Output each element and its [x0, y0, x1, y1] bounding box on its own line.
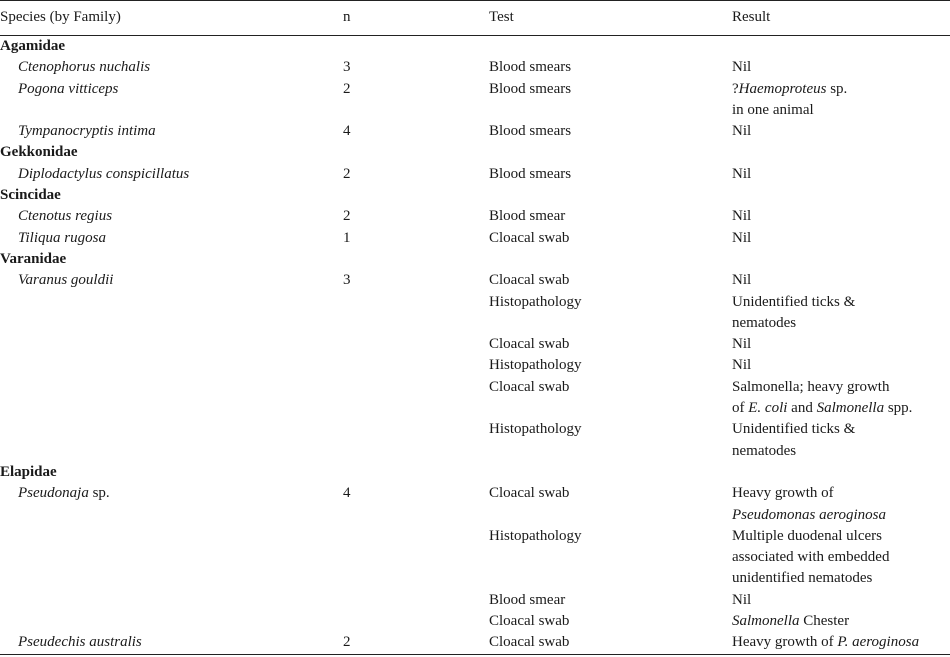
n-cell: 2 — [343, 634, 351, 651]
species-cell: Ctenophorus nuchalis — [18, 59, 151, 76]
family-row — [0, 185, 950, 206]
result-text: spp. — [884, 400, 913, 417]
result-text: unidentified nematodes — [732, 570, 873, 587]
result-cell — [732, 419, 950, 462]
result-cell: Nil — [732, 208, 752, 225]
family-scincidae: Scincidae — [0, 187, 61, 204]
header-species: Species (by Family) — [0, 9, 121, 26]
table-row — [0, 590, 950, 611]
test-cell: Cloacal swab — [489, 229, 570, 246]
test-cell: Histopathology — [489, 527, 582, 544]
header-result: Result — [732, 9, 771, 26]
table-row — [0, 355, 950, 376]
result-text: Multiple duodenal ulcers — [732, 527, 882, 544]
species-suffix: sp. — [88, 485, 110, 502]
species-cell: Pogona vitticeps — [18, 80, 119, 97]
result-text: Chester — [799, 613, 850, 630]
test-cell: Histopathology — [489, 357, 582, 374]
table-row — [0, 334, 950, 355]
result-text: associated with embedded — [732, 549, 890, 566]
species-cell: Ctenotus regius — [18, 208, 113, 225]
family-row — [0, 36, 950, 58]
result-text: in one animal — [732, 101, 814, 118]
result-genus: P. aeroginosa — [837, 634, 920, 651]
species-genus: Pseudonaja — [18, 485, 89, 502]
table-row — [0, 79, 950, 122]
test-cell: Cloacal swab — [489, 613, 570, 630]
result-genus: Salmonella — [732, 613, 800, 630]
n-cell: 3 — [343, 59, 351, 76]
result-cell: Nil — [732, 591, 752, 608]
header-test: Test — [489, 9, 514, 26]
n-cell: 3 — [343, 272, 351, 289]
result-text: nematodes — [732, 442, 797, 459]
test-cell: Cloacal swab — [489, 272, 570, 289]
result-text: Heavy growth of — [732, 485, 834, 502]
result-cell — [732, 483, 950, 526]
result-text: of — [732, 400, 749, 417]
result-cell — [732, 526, 950, 590]
test-cell: Blood smears — [489, 59, 572, 76]
test-cell: Cloacal swab — [489, 378, 570, 395]
table-row — [0, 526, 950, 590]
result-text: sp. — [826, 80, 848, 97]
n-cell: 1 — [343, 229, 351, 246]
result-text: ? — [732, 80, 739, 97]
family-row — [0, 142, 950, 163]
table-row — [0, 611, 950, 632]
table-body — [0, 36, 950, 655]
test-cell: Cloacal swab — [489, 336, 570, 353]
species-cell: Pseudechis australis — [18, 634, 142, 651]
n-cell: 4 — [343, 485, 351, 502]
table-row — [0, 632, 950, 654]
test-cell: Histopathology — [489, 293, 582, 310]
table-row — [0, 377, 950, 420]
test-cell: Blood smears — [489, 80, 572, 97]
table-row — [0, 57, 950, 78]
result-text: and — [787, 400, 817, 417]
test-cell: Blood smears — [489, 165, 572, 182]
result-cell — [732, 632, 950, 654]
result-text: Salmonella; heavy growth — [732, 378, 890, 395]
result-genus: Haemoproteus — [738, 80, 827, 97]
n-cell: 2 — [343, 165, 351, 182]
result-text: Unidentified ticks & — [732, 293, 856, 310]
result-cell — [732, 377, 950, 420]
family-agamidae: Agamidae — [0, 38, 65, 54]
result-cell — [732, 79, 950, 122]
species-cell: Tympanocryptis intima — [18, 123, 156, 140]
table-row — [0, 419, 950, 462]
family-elapidae: Elapidae — [0, 463, 57, 480]
header-n: n — [343, 9, 351, 26]
result-cell — [732, 611, 950, 632]
result-text: Heavy growth of — [732, 634, 838, 651]
result-cell: Nil — [732, 59, 752, 76]
test-cell: Histopathology — [489, 421, 582, 438]
species-cell: Varanus gouldii — [18, 272, 114, 289]
result-cell: Nil — [732, 165, 752, 182]
table-row — [0, 206, 950, 227]
table-row — [0, 121, 950, 142]
result-cell: Nil — [732, 229, 752, 246]
result-genus: Salmonella — [816, 400, 885, 417]
test-cell: Blood smear — [489, 591, 566, 608]
table-row — [0, 228, 950, 249]
species-cell: Tiliqua rugosa — [18, 229, 106, 246]
test-cell: Blood smears — [489, 123, 572, 140]
result-cell: Nil — [732, 272, 752, 289]
result-cell: Nil — [732, 123, 752, 140]
test-cell: Blood smear — [489, 208, 566, 225]
species-cell: Diplodactylus conspicillatus — [18, 165, 190, 182]
family-varanidae: Varanidae — [0, 250, 67, 267]
species-cell — [0, 483, 343, 526]
n-cell: 4 — [343, 123, 351, 140]
n-cell: 2 — [343, 80, 351, 97]
result-cell: Nil — [732, 336, 752, 353]
result-text: Unidentified ticks & — [732, 421, 856, 438]
table-header — [0, 1, 950, 36]
result-genus: Pseudomonas aeroginosa — [732, 506, 887, 523]
n-cell: 2 — [343, 208, 351, 225]
table-row — [0, 292, 950, 335]
result-genus: E. coli — [748, 400, 788, 417]
result-cell — [732, 292, 950, 335]
table-row — [0, 483, 950, 526]
result-cell: Nil — [732, 357, 752, 374]
table-row — [0, 164, 950, 185]
family-row — [0, 249, 950, 270]
family-gekkonidae: Gekkonidae — [0, 144, 78, 161]
test-cell: Cloacal swab — [489, 634, 570, 651]
family-row — [0, 462, 950, 483]
table-row — [0, 270, 950, 291]
result-text: nematodes — [732, 314, 797, 331]
test-cell: Cloacal swab — [489, 485, 570, 502]
